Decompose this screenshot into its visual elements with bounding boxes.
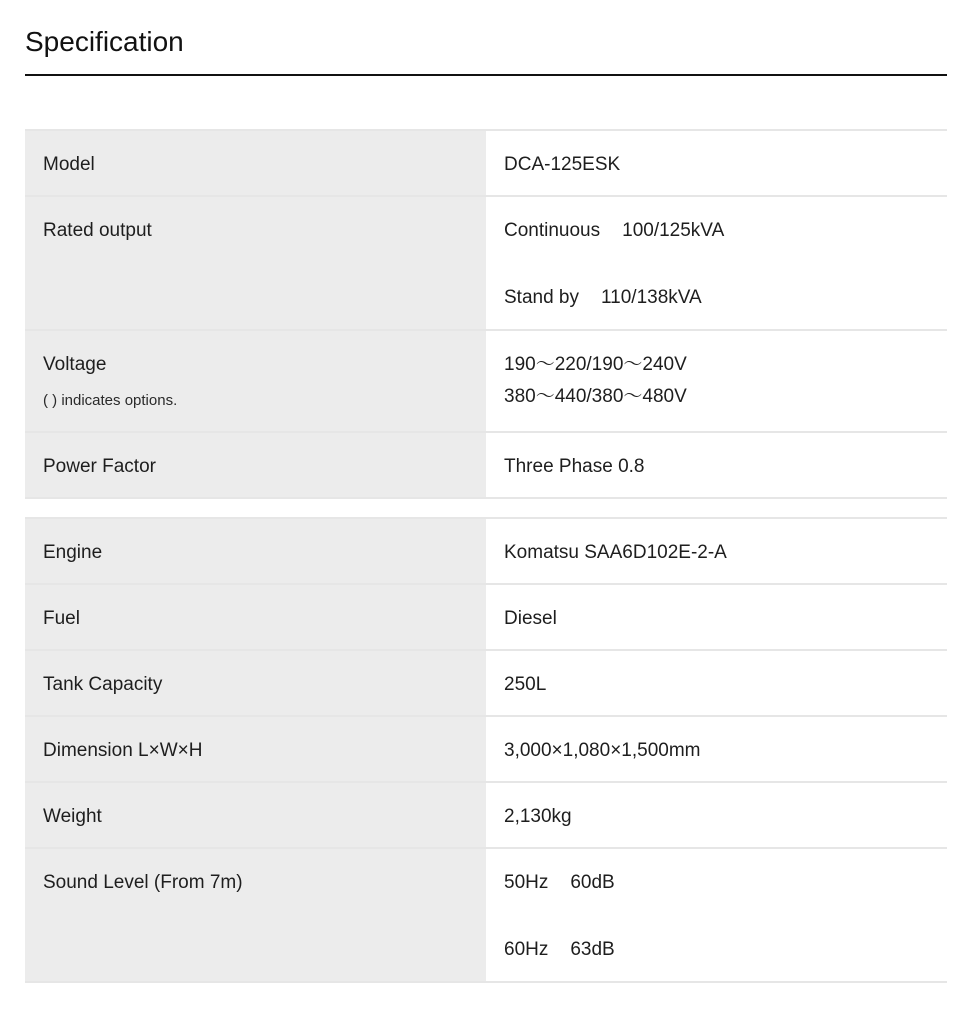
spec-label-rated-output: Rated output xyxy=(25,196,486,330)
spec-label-fuel: Fuel xyxy=(25,584,486,650)
rated-output-continuous-label: Continuous xyxy=(504,220,601,241)
table-row-sound-level xyxy=(25,848,947,982)
table-row-fuel xyxy=(25,584,947,650)
spec-label-power-factor: Power Factor xyxy=(25,432,486,498)
spec-value-engine: Komatsu SAA6D102E-2-A xyxy=(486,518,947,584)
rated-output-standby-label: Stand by xyxy=(504,287,579,308)
spec-label-weight: Weight xyxy=(25,782,486,848)
sound-level-line-1-freq: 50Hz xyxy=(504,872,549,893)
table-row-dimension xyxy=(25,716,947,782)
rated-output-standby-line xyxy=(504,286,929,310)
table-row-power-factor xyxy=(25,432,947,498)
spec-value-weight: 2,130kg xyxy=(486,782,947,848)
table-row-voltage xyxy=(25,330,947,432)
spec-value-sound-level xyxy=(486,848,947,982)
spec-label-voltage-cell xyxy=(25,330,486,432)
specification-page xyxy=(25,0,947,983)
spec-value-fuel: Diesel xyxy=(486,584,947,650)
table-row-weight xyxy=(25,782,947,848)
spec-value-rated-output xyxy=(486,196,947,330)
spec-label-voltage: Voltage xyxy=(43,354,107,375)
spec-label-tank-capacity: Tank Capacity xyxy=(25,650,486,716)
spec-value-tank-capacity: 250L xyxy=(486,650,947,716)
spec-table-engine xyxy=(25,517,947,983)
table-row-rated-output xyxy=(25,196,947,330)
spec-value-dimension: 3,000×1,080×1,500mm xyxy=(486,716,947,782)
table-row-model xyxy=(25,130,947,196)
spec-value-voltage xyxy=(486,330,947,432)
sound-level-line-1-db: 60dB xyxy=(570,872,615,893)
spec-table-generator xyxy=(25,129,947,499)
spec-label-engine: Engine xyxy=(25,518,486,584)
voltage-line-2: 380～440/380～480V xyxy=(504,386,687,407)
voltage-options-note: ( ) indicates options. xyxy=(43,392,178,409)
spec-label-model: Model xyxy=(25,130,486,196)
rated-output-continuous-value: 100/125kVA xyxy=(622,220,725,241)
spec-value-model: DCA-125ESK xyxy=(486,130,947,196)
spec-label-sound-level: Sound Level (From 7m) xyxy=(25,848,486,982)
table-row-engine xyxy=(25,518,947,584)
rated-output-continuous-line xyxy=(504,219,929,243)
sound-level-line-2 xyxy=(504,938,929,962)
page-title: Specification xyxy=(25,0,947,76)
sound-level-line-2-db: 63dB xyxy=(570,939,615,960)
sound-level-line-1 xyxy=(504,871,929,895)
table-row-tank-capacity xyxy=(25,650,947,716)
spec-value-power-factor: Three Phase 0.8 xyxy=(486,432,947,498)
voltage-line-1: 190～220/190～240V xyxy=(504,354,687,375)
sound-level-line-2-freq: 60Hz xyxy=(504,939,549,960)
rated-output-standby-value: 110/138kVA xyxy=(601,287,702,308)
spec-label-dimension: Dimension L×W×H xyxy=(25,716,486,782)
